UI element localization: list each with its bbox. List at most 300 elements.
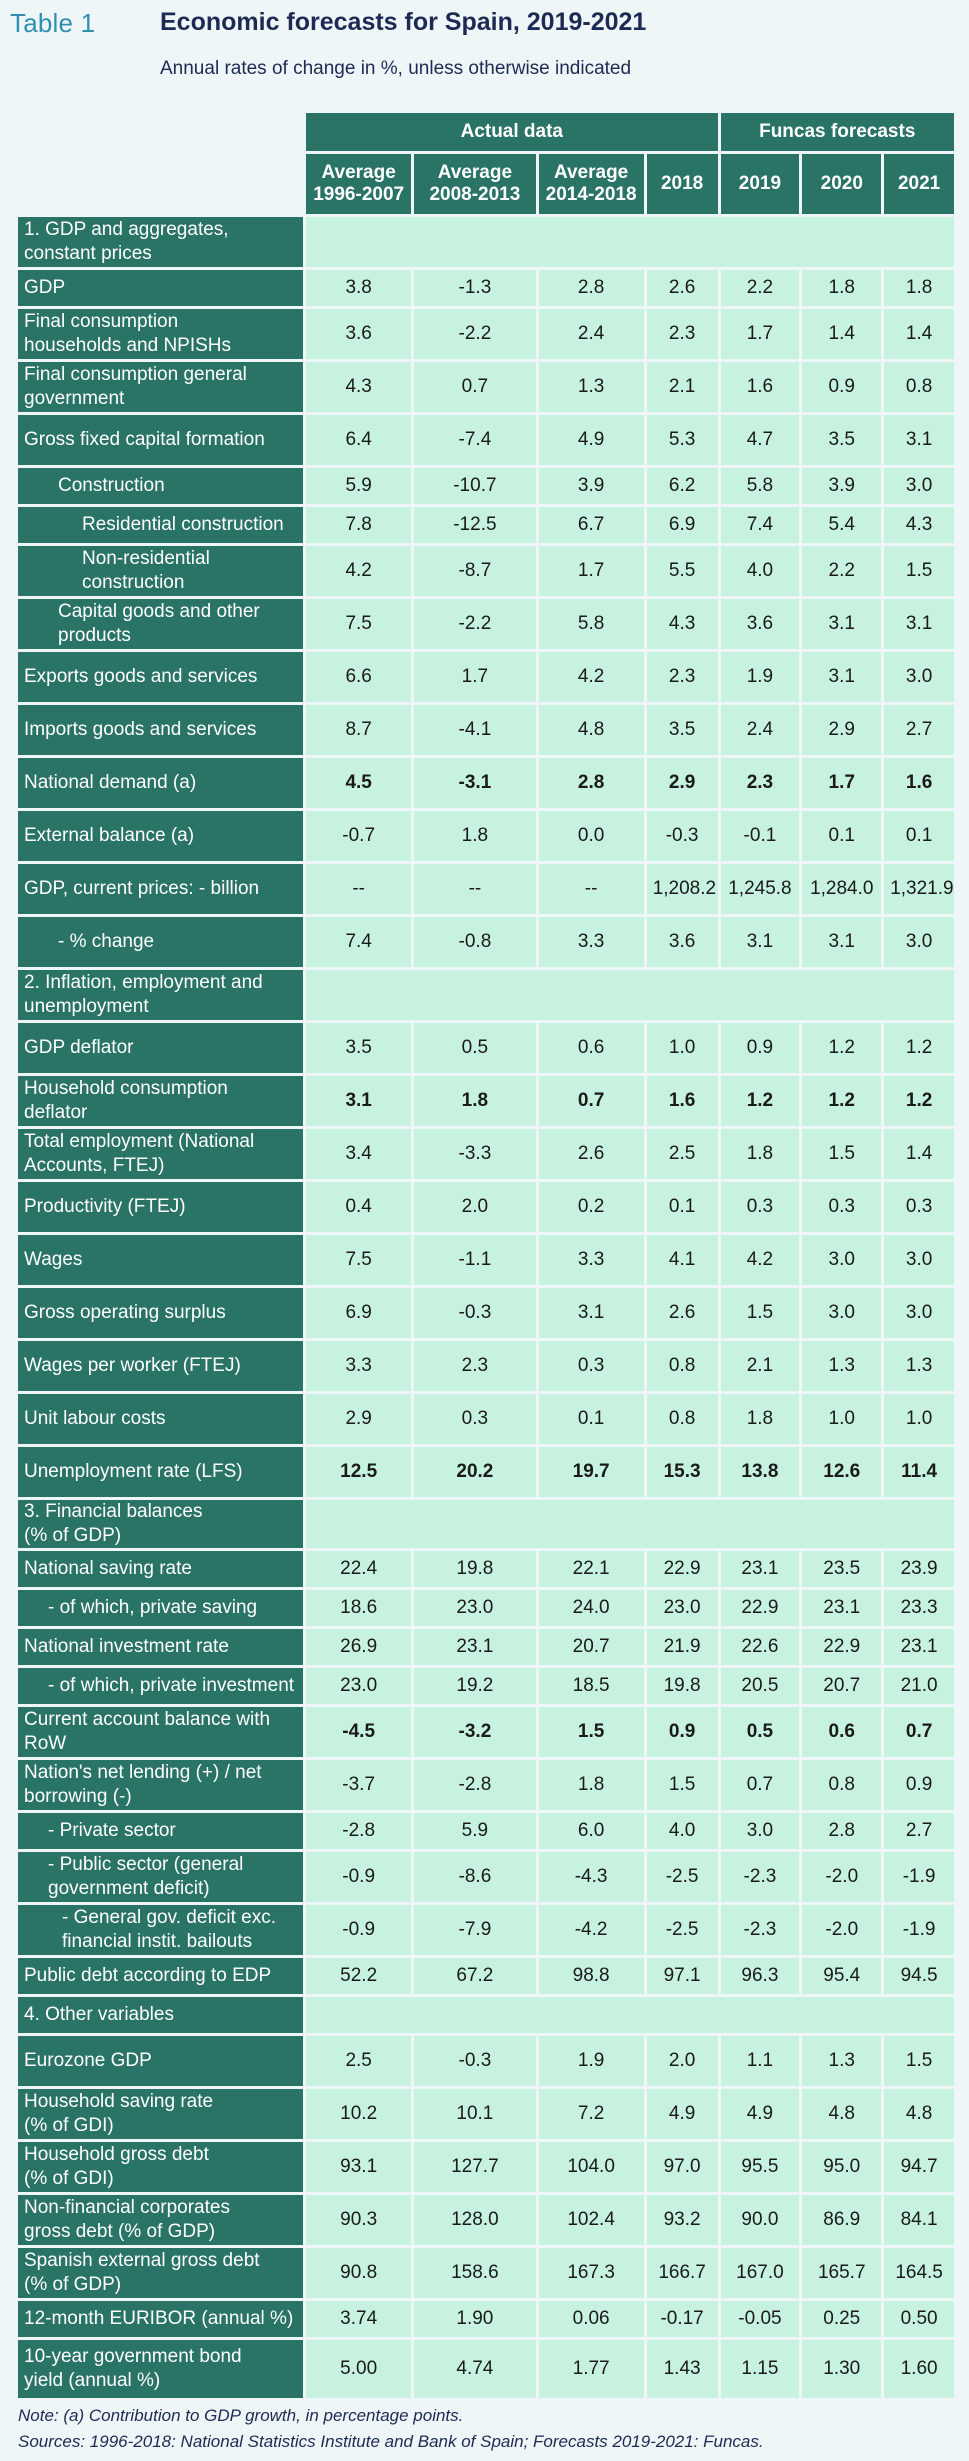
table-row [18, 1590, 954, 1626]
value-cell: -0.7 [306, 811, 411, 861]
value-cell: -2.0 [802, 1852, 881, 1902]
value-cell: 96.3 [721, 1958, 800, 1994]
column-header [647, 154, 718, 214]
table-body [18, 217, 954, 2398]
value-cell: 1.2 [884, 1076, 954, 1126]
value-cell: -4.5 [306, 1707, 411, 1757]
column-header-line: 2018 [660, 173, 704, 194]
value-cell: 1.9 [721, 652, 800, 702]
value-cell: 2.9 [802, 705, 881, 755]
value-cell: 26.9 [306, 1629, 411, 1665]
table-row [18, 1813, 954, 1849]
value-cell: -2.2 [414, 309, 535, 359]
value-cell: -0.9 [306, 1852, 411, 1902]
table-row [18, 758, 954, 808]
row-label-line: GDP deflator [24, 1037, 134, 1058]
row-label [18, 1668, 303, 1704]
value-cell: 3.1 [539, 1288, 644, 1338]
value-cell: 5.8 [721, 468, 800, 504]
value-cell: 1.2 [721, 1076, 800, 1126]
value-cell: 22.9 [647, 1551, 718, 1587]
value-cell: 0.3 [721, 1182, 800, 1232]
value-cell: 0.3 [539, 1341, 644, 1391]
value-cell: 7.4 [306, 917, 411, 967]
value-cell: 1.0 [884, 1394, 954, 1444]
value-cell: 4.74 [414, 2340, 535, 2398]
value-cell: 3.1 [721, 917, 800, 967]
column-header [306, 154, 411, 214]
value-cell: 1,208.2 [647, 864, 718, 914]
value-cell: 7.4 [721, 507, 800, 543]
section-fill [306, 970, 954, 1020]
value-cell: 1.2 [802, 1023, 881, 1073]
section-label [18, 217, 303, 267]
row-label [18, 1447, 303, 1497]
section-label [18, 1500, 303, 1548]
row-label-line: Non-residential [82, 548, 210, 569]
value-cell: 2.8 [802, 1813, 881, 1849]
value-cell: 0.7 [884, 1707, 954, 1757]
value-cell: -- [414, 864, 535, 914]
value-cell: 0.1 [884, 811, 954, 861]
value-cell: 2.5 [306, 2036, 411, 2086]
value-cell: 4.8 [802, 2089, 881, 2139]
value-cell: 5.8 [539, 599, 644, 649]
table-row [18, 507, 954, 543]
value-cell: 0.9 [884, 1760, 954, 1810]
value-cell: 6.9 [647, 507, 718, 543]
value-cell: 95.0 [802, 2142, 881, 2192]
row-label-line: Nation's net lending (+) / net [24, 1762, 262, 1783]
value-cell: 90.3 [306, 2195, 411, 2245]
row-label-line: Household saving rate [24, 2091, 214, 2112]
value-cell: -8.6 [414, 1852, 535, 1902]
row-label [18, 546, 303, 596]
table-row [18, 2036, 954, 2086]
value-cell: 86.9 [802, 2195, 881, 2245]
value-cell: 2.9 [306, 1394, 411, 1444]
row-label [18, 415, 303, 465]
table-row [18, 1235, 954, 1285]
row-label-line: GDP, current prices: - billion [24, 878, 260, 899]
row-label [18, 270, 303, 306]
table-row [18, 652, 954, 702]
row-label-line: Wages per worker (FTEJ) [24, 1355, 241, 1376]
row-label [18, 1707, 303, 1757]
row-label [18, 1129, 303, 1179]
value-cell: 1.2 [802, 1076, 881, 1126]
row-label [18, 1590, 303, 1626]
row-label [18, 1341, 303, 1391]
row-label [18, 468, 303, 504]
value-cell: 1.7 [414, 652, 535, 702]
table-row [18, 1076, 954, 1126]
table-row [18, 1341, 954, 1391]
column-header-line: Average [437, 162, 513, 183]
value-cell: 4.9 [721, 2089, 800, 2139]
value-cell: 1.4 [884, 309, 954, 359]
row-label-line: gross debt (% of GDP) [24, 2221, 216, 2242]
value-cell: 5.9 [414, 1813, 535, 1849]
column-header-line: 2020 [820, 173, 863, 194]
section-fill [306, 217, 954, 267]
value-cell: -4.3 [539, 1852, 644, 1902]
column-header-line: 2019 [738, 173, 782, 194]
row-label-line: Wages [24, 1249, 83, 1270]
value-cell: 0.2 [539, 1182, 644, 1232]
value-cell: 1.15 [721, 2340, 800, 2398]
table-row [18, 1394, 954, 1444]
section-label-line: (% of GDP) [24, 1525, 122, 1546]
table-row [18, 270, 954, 306]
column-header [884, 154, 954, 214]
value-cell: 4.0 [647, 1813, 718, 1849]
row-label-line: 12-month EURIBOR (annual %) [24, 2308, 294, 2329]
value-cell: 67.2 [414, 1958, 535, 1994]
value-cell: 0.8 [647, 1394, 718, 1444]
value-cell: 13.8 [721, 1447, 800, 1497]
value-cell: 0.25 [802, 2301, 881, 2337]
value-cell: 52.2 [306, 1958, 411, 1994]
value-cell: 3.6 [647, 917, 718, 967]
group-funcas-forecasts: Funcas forecasts [721, 113, 955, 151]
value-cell: 4.2 [721, 1235, 800, 1285]
section-label-line: 4. Other variables [24, 2004, 174, 2025]
row-label-line: Final consumption [24, 311, 179, 332]
value-cell: 84.1 [884, 2195, 954, 2245]
value-cell: -3.3 [414, 1129, 535, 1179]
row-label [18, 1235, 303, 1285]
value-cell: 2.7 [884, 1813, 954, 1849]
value-cell: 3.0 [802, 1235, 881, 1285]
column-header-line: Average [553, 162, 629, 183]
value-cell: 12.6 [802, 1447, 881, 1497]
value-cell: 3.0 [802, 1288, 881, 1338]
value-cell: 3.0 [884, 917, 954, 967]
value-cell: 1.4 [802, 309, 881, 359]
value-cell: 3.1 [802, 917, 881, 967]
row-label [18, 917, 303, 967]
section-fill [306, 1997, 954, 2033]
value-cell: 2.3 [647, 309, 718, 359]
value-cell: 1,321.9 [884, 864, 954, 914]
row-label-line: Productivity (FTEJ) [24, 1196, 186, 1217]
value-cell: -2.5 [647, 1852, 718, 1902]
value-cell: 20.7 [539, 1629, 644, 1665]
table-row [18, 1707, 954, 1757]
value-cell: 1.77 [539, 2340, 644, 2398]
value-cell: 4.7 [721, 415, 800, 465]
table-row [18, 1958, 954, 1994]
value-cell: -0.17 [647, 2301, 718, 2337]
value-cell: 2.4 [539, 309, 644, 359]
section-label-line: unemployment [24, 996, 149, 1017]
value-cell: 18.6 [306, 1590, 411, 1626]
value-cell: -- [306, 864, 411, 914]
table-row [18, 599, 954, 649]
value-cell: 24.0 [539, 1590, 644, 1626]
value-cell: 23.0 [647, 1590, 718, 1626]
value-cell: -2.2 [414, 599, 535, 649]
section-row [18, 1500, 954, 1548]
value-cell: 6.7 [539, 507, 644, 543]
value-cell: 20.2 [414, 1447, 535, 1497]
value-cell: 0.8 [647, 1341, 718, 1391]
row-label-line: - Private sector [48, 1820, 176, 1841]
table-row [18, 2340, 954, 2398]
value-cell: 19.8 [647, 1668, 718, 1704]
row-label [18, 2340, 303, 2398]
value-cell: 1,284.0 [802, 864, 881, 914]
value-cell: 6.9 [306, 1288, 411, 1338]
row-label-line: Total employment (National [24, 1131, 255, 1152]
value-cell: 90.0 [721, 2195, 800, 2245]
table-row [18, 1760, 954, 1810]
value-cell: 4.9 [539, 415, 644, 465]
value-cell: 2.1 [647, 362, 718, 412]
value-cell: 1.3 [539, 362, 644, 412]
value-cell: -1.1 [414, 1235, 535, 1285]
value-cell: -2.8 [414, 1760, 535, 1810]
row-label [18, 1852, 303, 1902]
value-cell: 0.8 [884, 362, 954, 412]
value-cell: 10.2 [306, 2089, 411, 2139]
section-label [18, 970, 303, 1020]
value-cell: 0.7 [539, 1076, 644, 1126]
column-header-line: 2014-2018 [545, 184, 637, 205]
table-row [18, 1182, 954, 1232]
value-cell: 1.2 [884, 1023, 954, 1073]
table-row [18, 811, 954, 861]
value-cell: -3.1 [414, 758, 535, 808]
value-cell: 1.43 [647, 2340, 718, 2398]
value-cell: 0.9 [721, 1023, 800, 1073]
value-cell: 5.00 [306, 2340, 411, 2398]
row-label-line: deflator [24, 1102, 88, 1123]
row-label-line: GDP [24, 277, 66, 298]
section-label-line: 2. Inflation, employment and [24, 972, 263, 993]
value-cell: 2.9 [647, 758, 718, 808]
row-label-line: 10-year government bond [24, 2346, 242, 2367]
row-label [18, 705, 303, 755]
value-cell: 7.8 [306, 507, 411, 543]
value-cell: 1.6 [647, 1076, 718, 1126]
row-label-line: - Public sector (general [48, 1854, 244, 1875]
value-cell: 1.8 [539, 1760, 644, 1810]
row-label [18, 1394, 303, 1444]
value-cell: 1.5 [647, 1760, 718, 1810]
column-header-line: 2008-2013 [429, 184, 521, 205]
row-label [18, 1958, 303, 1994]
value-cell: 1.7 [721, 309, 800, 359]
row-label-line: government [24, 388, 125, 409]
value-cell: 167.0 [721, 2248, 800, 2298]
value-cell: 3.9 [802, 468, 881, 504]
value-cell: 4.8 [884, 2089, 954, 2139]
row-label-line: borrowing (-) [24, 1786, 132, 1807]
section-row [18, 217, 954, 267]
value-cell: 0.5 [414, 1023, 535, 1073]
value-cell: 3.1 [884, 415, 954, 465]
value-cell: 97.1 [647, 1958, 718, 1994]
value-cell: 23.0 [414, 1590, 535, 1626]
value-cell: 23.1 [802, 1590, 881, 1626]
value-cell: 1.5 [802, 1129, 881, 1179]
value-cell: 3.5 [802, 415, 881, 465]
forecast-table [15, 110, 957, 2401]
value-cell: 6.0 [539, 1813, 644, 1849]
row-label-line: Public debt according to EDP [24, 1965, 272, 1986]
value-cell: 1.3 [884, 1341, 954, 1391]
value-cell: -2.3 [721, 1905, 800, 1955]
value-cell: 4.0 [721, 546, 800, 596]
value-cell: -7.4 [414, 415, 535, 465]
value-cell: 0.4 [306, 1182, 411, 1232]
row-label-line: Household consumption [24, 1078, 228, 1099]
value-cell: 1.8 [721, 1394, 800, 1444]
value-cell: 0.9 [802, 362, 881, 412]
value-cell: 15.3 [647, 1447, 718, 1497]
group-actual-data: Actual data [306, 113, 717, 151]
value-cell: 0.06 [539, 2301, 644, 2337]
row-label-line: government deficit) [48, 1878, 210, 1899]
table-row [18, 2301, 954, 2337]
value-cell: 104.0 [539, 2142, 644, 2192]
row-label-line: (% of GDI) [24, 2115, 114, 2136]
table-row [18, 1668, 954, 1704]
value-cell: 1.4 [884, 1129, 954, 1179]
row-label-line: Spanish external gross debt [24, 2250, 260, 2271]
value-cell: -0.1 [721, 811, 800, 861]
table-row [18, 705, 954, 755]
value-cell: 23.3 [884, 1590, 954, 1626]
value-cell: 5.4 [802, 507, 881, 543]
value-cell: 23.1 [414, 1629, 535, 1665]
value-cell: -12.5 [414, 507, 535, 543]
value-cell: 2.1 [721, 1341, 800, 1391]
table-row [18, 468, 954, 504]
section-label-line: 1. GDP and aggregates, [24, 219, 229, 240]
value-cell: -10.7 [414, 468, 535, 504]
row-label [18, 362, 303, 412]
table-label: Table 1 [10, 8, 96, 38]
row-label-line: Final consumption general [24, 364, 247, 385]
value-cell: 1.3 [802, 1341, 881, 1391]
value-cell: 23.1 [884, 1629, 954, 1665]
table-row [18, 2195, 954, 2245]
table-row [18, 1129, 954, 1179]
value-cell: 0.6 [539, 1023, 644, 1073]
value-cell: 94.7 [884, 2142, 954, 2192]
table-row [18, 1551, 954, 1587]
value-cell: 2.3 [414, 1341, 535, 1391]
value-cell: 3.0 [884, 1235, 954, 1285]
value-cell: -0.3 [647, 811, 718, 861]
row-label [18, 599, 303, 649]
row-label-line: Imports goods and services [24, 719, 257, 740]
row-label [18, 2089, 303, 2139]
table-row [18, 362, 954, 412]
value-cell: 1,245.8 [721, 864, 800, 914]
value-cell: -1.9 [884, 1852, 954, 1902]
value-cell: 4.5 [306, 758, 411, 808]
row-label-line: National saving rate [24, 1558, 192, 1579]
row-label-line: - % change [58, 931, 155, 952]
header-blank [18, 154, 303, 214]
value-cell: 1.60 [884, 2340, 954, 2398]
value-cell: -2.8 [306, 1813, 411, 1849]
value-cell: 3.0 [721, 1813, 800, 1849]
row-label [18, 1760, 303, 1810]
value-cell: 3.5 [306, 1023, 411, 1073]
row-label [18, 811, 303, 861]
value-cell: 23.5 [802, 1551, 881, 1587]
value-cell: 3.0 [884, 1288, 954, 1338]
column-header [414, 154, 535, 214]
column-header [802, 154, 881, 214]
value-cell: 0.3 [414, 1394, 535, 1444]
row-label [18, 1905, 303, 1955]
value-cell: 0.3 [884, 1182, 954, 1232]
value-cell: -4.1 [414, 705, 535, 755]
value-cell: 0.3 [802, 1182, 881, 1232]
row-label [18, 1076, 303, 1126]
value-cell: 4.3 [306, 362, 411, 412]
table-row [18, 1852, 954, 1902]
value-cell: 93.1 [306, 2142, 411, 2192]
group-header-row [18, 113, 954, 151]
value-cell: 21.0 [884, 1668, 954, 1704]
value-cell: 22.6 [721, 1629, 800, 1665]
footnote: Note: (a) Contribution to GDP growth, in percentage points. [18, 2406, 464, 2425]
value-cell: 7.5 [306, 1235, 411, 1285]
value-cell: -0.8 [414, 917, 535, 967]
value-cell: -4.2 [539, 1905, 644, 1955]
value-cell: 2.2 [721, 270, 800, 306]
value-cell: 1.90 [414, 2301, 535, 2337]
value-cell: 21.9 [647, 1629, 718, 1665]
row-label-line: Eurozone GDP [24, 2050, 152, 2071]
value-cell: -7.9 [414, 1905, 535, 1955]
row-label-line: Accounts, FTEJ) [24, 1155, 165, 1176]
value-cell: 94.5 [884, 1958, 954, 1994]
value-cell: 8.7 [306, 705, 411, 755]
value-cell: 164.5 [884, 2248, 954, 2298]
value-cell: 95.4 [802, 1958, 881, 1994]
value-cell: 3.0 [884, 652, 954, 702]
value-cell: 3.8 [306, 270, 411, 306]
table-row [18, 309, 954, 359]
value-cell: 3.0 [884, 468, 954, 504]
value-cell: 1.7 [539, 546, 644, 596]
value-cell: 4.2 [306, 546, 411, 596]
value-cell: -8.7 [414, 546, 535, 596]
row-label-line: households and NPISHs [24, 335, 232, 356]
row-label-line: Unit labour costs [24, 1408, 166, 1429]
value-cell: 6.2 [647, 468, 718, 504]
sources: Sources: 1996-2018: National Statistics Institute and Bank of Spain; Forecasts 2019-2021: Funcas. [18, 2432, 764, 2451]
row-label [18, 1813, 303, 1849]
section-row [18, 970, 954, 1020]
row-label-line: Household gross debt [24, 2144, 209, 2165]
value-cell: 10.1 [414, 2089, 535, 2139]
value-cell: 2.6 [647, 270, 718, 306]
value-cell: 3.3 [539, 917, 644, 967]
table-row [18, 917, 954, 967]
row-label-line: National investment rate [24, 1636, 229, 1657]
column-header-line: 1996-2007 [313, 184, 405, 205]
table-row [18, 1905, 954, 1955]
